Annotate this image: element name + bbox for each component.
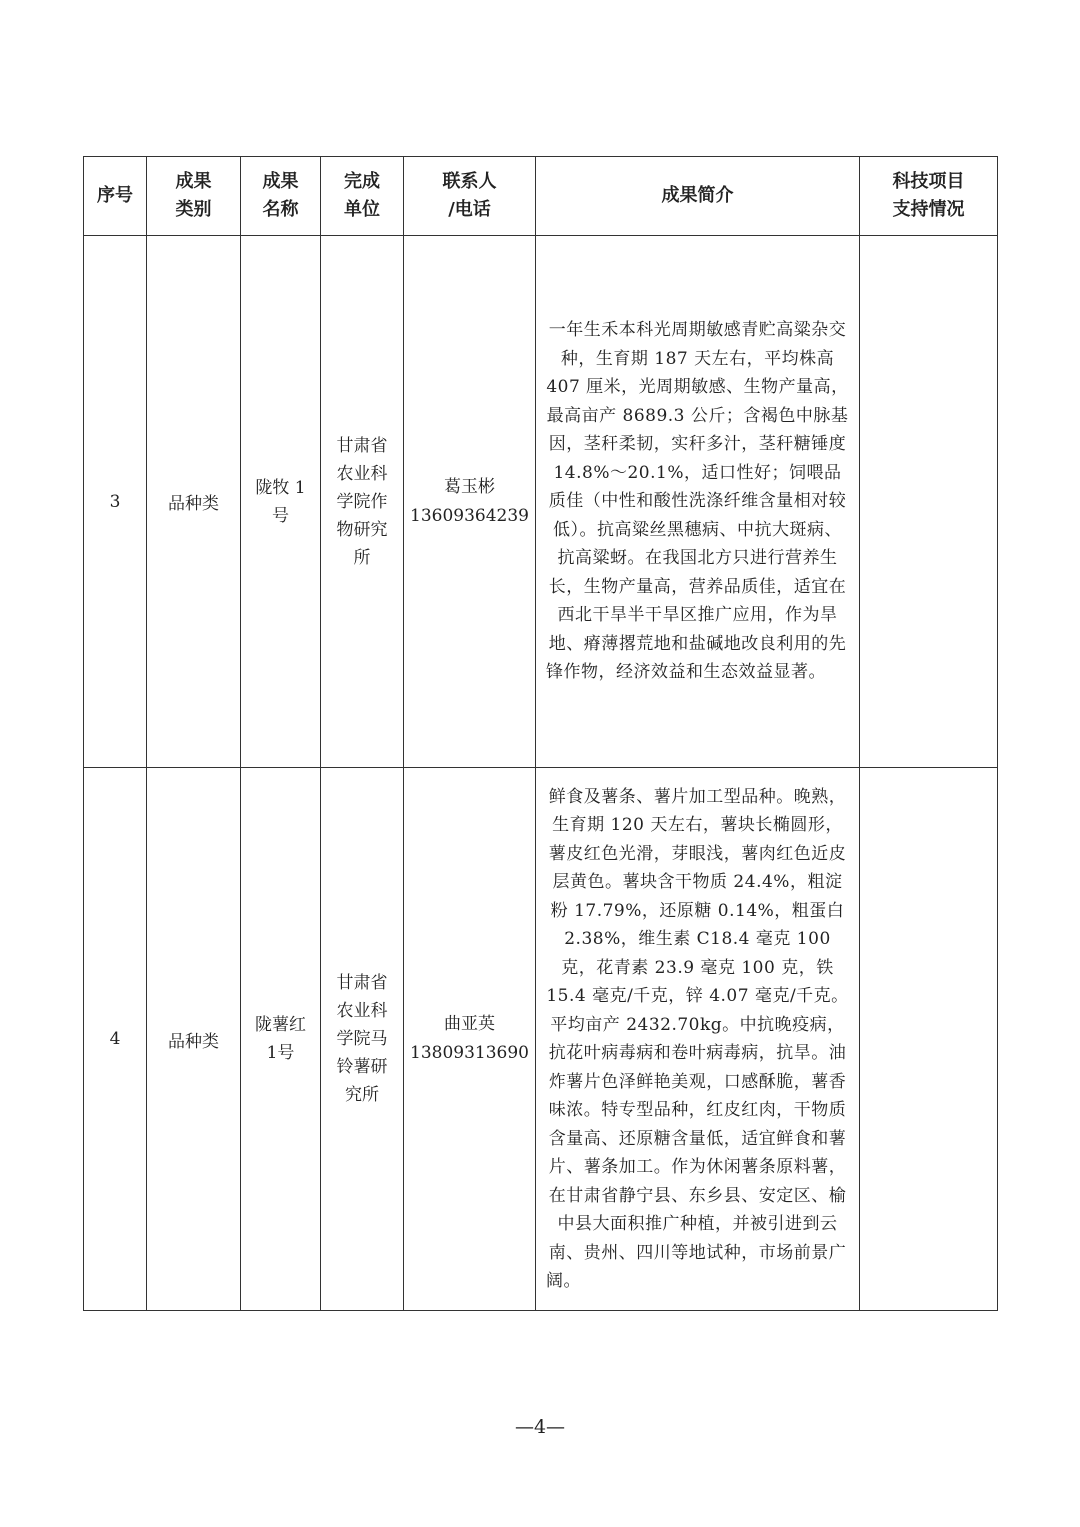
contact-phone: 13609364239 <box>410 505 529 526</box>
page-number: —4— <box>514 1416 566 1438</box>
cell-seq: 3 <box>84 236 147 768</box>
contact-name: 葛玉彬 <box>444 476 495 497</box>
cell-category: 品种类 <box>147 768 241 1311</box>
cell-contact <box>404 236 536 768</box>
cell-summary: 一年生禾本科光周期敏感青贮高粱杂交种，生育期 187 天左右，平均株高 407 厘米，光周期敏感、生物产量高，最高亩产 8689.3 公斤；含褐色中脉基因，茎秆柔韧，实秆多汁，茎秆糖锤度 14.8%～20.1%，适口性好；饲喂品质佳（中性和酸性洗涤纤维含量相对较低）。抗高粱丝黑穗病、中抗大斑病、抗高粱蚜。在我国北方只进行营养生长，生物产量高，营养品质佳，适宜在西北干旱半干旱区推广应用，作为旱地、瘠薄撂荒地和盐碱地改良利用的先锋作物，经济效益和生态效益显著。 <box>536 236 860 768</box>
cell-seq: 4 <box>84 768 147 1311</box>
header-contact: 联系人 /电话 <box>404 157 536 236</box>
cell-support <box>860 236 998 768</box>
completing-unit: 甘肃省农业科学院作物研究所 <box>336 435 388 568</box>
cell-name <box>241 768 321 1311</box>
cell-unit <box>321 236 404 768</box>
table-header-row <box>84 157 998 236</box>
header-name: 成果 名称 <box>241 157 321 236</box>
cell-support <box>860 768 998 1311</box>
achievement-name: 陇薯红 1号 <box>255 1015 306 1063</box>
contact-name: 曲亚英 <box>444 1014 495 1034</box>
achievement-name: 陇牧 1号 <box>255 477 306 526</box>
table-row <box>84 236 998 768</box>
cell-contact <box>404 768 536 1311</box>
header-seq: 序号 <box>84 157 147 236</box>
achievements-table <box>83 156 998 1311</box>
cell-unit <box>321 768 404 1311</box>
cell-name <box>241 236 321 768</box>
contact-phone: 13809313690 <box>410 1043 529 1063</box>
header-unit: 完成 单位 <box>321 157 404 236</box>
table-row <box>84 768 998 1311</box>
cell-summary: 鲜食及薯条、薯片加工型品种。晚熟，生育期 120 天左右，薯块长椭圆形，薯皮红色光滑，芽眼浅，薯肉红色近皮层黄色。薯块含干物质 24.4%，粗淀粉 17.79%，还原糖 0.14%，粗蛋白 2.38%，维生素 C18.4 毫克 100 克，花青素 23.9 毫克 100 克，铁 15.4 毫克/千克，锌 4.07 毫克/千克。平均亩产 2432.70kg。中抗晚疫病，抗花叶病毒病和卷叶病毒病，抗旱。油炸薯片色泽鲜艳美观，口感酥脆，薯香味浓。特专型品种，红皮红肉，干物质含量高、还原糖含量低，适宜鲜食和薯片、薯条加工。作为休闲薯条原料薯，在甘肃省静宁县、东乡县、安定区、榆中县大面积推广种植，并被引进到云南、贵州、四川等地试种，市场前景广阔。 <box>536 768 860 1311</box>
header-support: 科技项目 支持情况 <box>860 157 998 236</box>
completing-unit: 甘肃省农业科学院马铃薯研究所 <box>336 973 388 1105</box>
header-category: 成果 类别 <box>147 157 241 236</box>
cell-category: 品种类 <box>147 236 241 768</box>
header-summary: 成果简介 <box>536 157 860 236</box>
